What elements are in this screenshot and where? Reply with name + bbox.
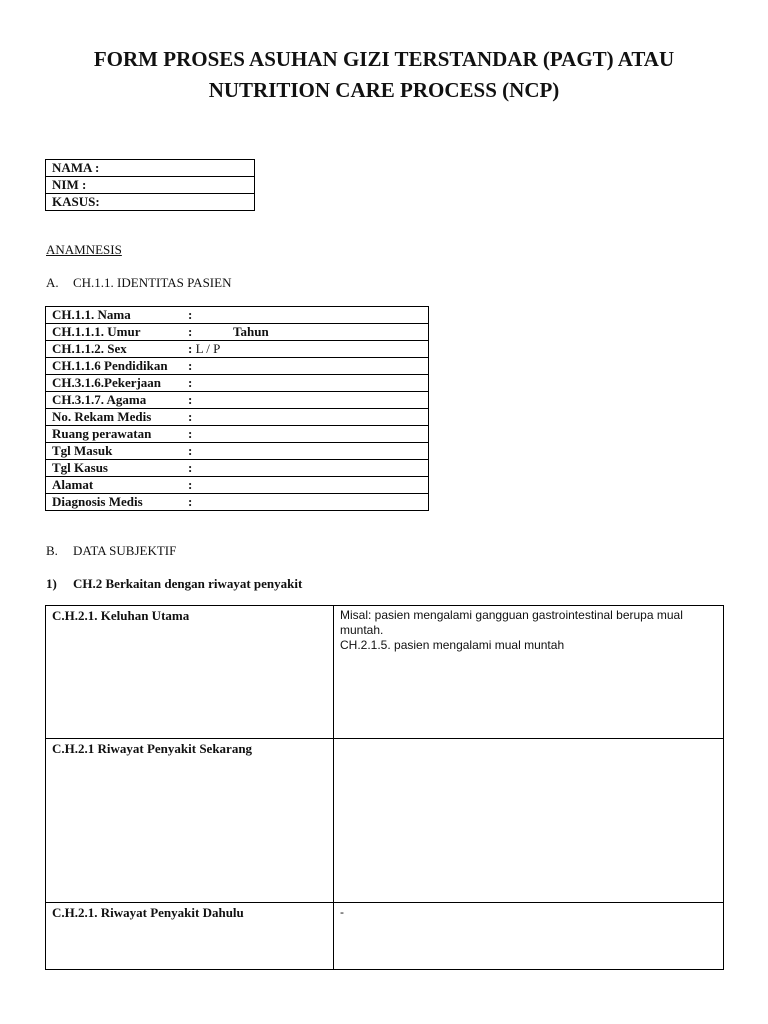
patient-field-colon: : bbox=[188, 392, 193, 407]
history-row-dahulu bbox=[46, 903, 724, 970]
patient-field-cell[interactable] bbox=[46, 477, 429, 494]
anamnesis-heading: ANAMNESIS bbox=[46, 242, 122, 257]
history-value-field[interactable] bbox=[334, 903, 724, 970]
patient-field-label: CH.1.1.6 Pendidikan bbox=[52, 358, 168, 373]
history-label: C.H.2.1 Riwayat Penyakit Sekarang bbox=[46, 739, 334, 903]
history-value-field[interactable] bbox=[334, 606, 724, 739]
medical-history-table bbox=[45, 605, 724, 970]
section-b-number: B. bbox=[46, 543, 58, 558]
patient-field-cell[interactable] bbox=[46, 409, 429, 426]
history-value-line: Misal: pasien mengalami gangguan gastrointestinal berupa mual muntah. bbox=[340, 608, 683, 637]
patient-field-label: Diagnosis Medis bbox=[52, 494, 143, 509]
section-a-heading bbox=[46, 275, 231, 291]
section-b-title: DATA SUBJEKTIF bbox=[73, 543, 177, 558]
patient-field-cell[interactable] bbox=[46, 494, 429, 511]
patient-field-row bbox=[46, 392, 429, 409]
identity-row bbox=[46, 160, 255, 177]
history-label: C.H.2.1. Riwayat Penyakit Dahulu bbox=[46, 903, 334, 970]
patient-field-row bbox=[46, 443, 429, 460]
patient-field-row bbox=[46, 494, 429, 511]
patient-field-row bbox=[46, 426, 429, 443]
form-title-line-2: NUTRITION CARE PROCESS (NCP) bbox=[208, 78, 560, 102]
patient-field-cell[interactable] bbox=[46, 341, 429, 358]
patient-field-cell[interactable] bbox=[46, 307, 429, 324]
patient-field-label: CH.1.1. Nama bbox=[52, 307, 131, 322]
patient-field-label: Alamat bbox=[52, 477, 94, 492]
patient-field-label: CH.3.1.7. Agama bbox=[52, 392, 147, 407]
subsection-1-heading bbox=[46, 576, 302, 592]
patient-field-colon: : bbox=[188, 494, 193, 509]
identity-row bbox=[46, 177, 255, 194]
form-title-line-1: FORM PROSES ASUHAN GIZI TERSTANDAR (PAGT) ATAU bbox=[93, 47, 675, 71]
patient-field-label: Ruang perawatan bbox=[52, 426, 152, 441]
identity-name-field[interactable]: NAMA : bbox=[46, 160, 255, 177]
history-row-keluhan bbox=[46, 606, 724, 739]
patient-field-label: Tgl Kasus bbox=[52, 460, 108, 475]
student-identity-box bbox=[45, 159, 255, 211]
patient-field-row bbox=[46, 358, 429, 375]
subsection-1-number: 1) bbox=[46, 576, 57, 591]
section-b-heading bbox=[46, 543, 176, 559]
identity-kasus-field[interactable]: KASUS: bbox=[46, 194, 255, 211]
patient-field-row bbox=[46, 409, 429, 426]
section-a-number: A. bbox=[46, 275, 59, 290]
patient-field-row bbox=[46, 460, 429, 477]
patient-field-cell[interactable] bbox=[46, 324, 429, 341]
history-row-sekarang bbox=[46, 739, 724, 903]
patient-field-colon: : bbox=[188, 409, 193, 424]
patient-field-label: Tgl Masuk bbox=[52, 443, 113, 458]
patient-field-row bbox=[46, 341, 429, 358]
patient-field-colon: : bbox=[188, 358, 193, 373]
patient-field-label: CH.3.1.6.Pekerjaan bbox=[52, 375, 162, 390]
patient-field-colon: : bbox=[188, 307, 193, 322]
identity-row bbox=[46, 194, 255, 211]
patient-identity-table bbox=[45, 306, 429, 511]
history-value-line: - bbox=[340, 905, 344, 919]
patient-field-cell[interactable] bbox=[46, 460, 429, 477]
patient-field-colon: : bbox=[188, 341, 193, 356]
patient-field-cell[interactable] bbox=[46, 375, 429, 392]
patient-field-row bbox=[46, 307, 429, 324]
patient-field-cell[interactable] bbox=[46, 392, 429, 409]
history-label: C.H.2.1. Keluhan Utama bbox=[46, 606, 334, 739]
history-value-line: CH.2.1.5. pasien mengalami mual muntah bbox=[340, 638, 565, 652]
patient-field-label: No. Rekam Medis bbox=[52, 409, 152, 424]
patient-field-colon: : bbox=[188, 460, 193, 475]
patient-field-label: CH.1.1.1. Umur bbox=[52, 324, 141, 339]
patient-field-cell[interactable] bbox=[46, 426, 429, 443]
patient-field-label: CH.1.1.2. Sex bbox=[52, 341, 127, 356]
patient-field-unit: Tahun bbox=[233, 324, 269, 339]
identity-nim-field[interactable]: NIM : bbox=[46, 177, 255, 194]
patient-field-cell[interactable] bbox=[46, 358, 429, 375]
patient-field-row bbox=[46, 324, 429, 341]
patient-field-colon: : bbox=[188, 443, 193, 458]
subsection-1-title: CH.2 Berkaitan dengan riwayat penyakit bbox=[73, 576, 303, 591]
patient-field-colon: : bbox=[188, 426, 193, 441]
patient-field-cell[interactable] bbox=[46, 443, 429, 460]
patient-field-row bbox=[46, 375, 429, 392]
patient-field-colon: : bbox=[188, 375, 193, 390]
form-title bbox=[0, 44, 768, 106]
patient-field-value: L / P bbox=[195, 341, 221, 356]
section-a-title: CH.1.1. IDENTITAS PASIEN bbox=[73, 275, 232, 290]
patient-field-colon: : bbox=[188, 477, 193, 492]
patient-field-row bbox=[46, 477, 429, 494]
patient-field-colon: : bbox=[188, 324, 193, 339]
history-value-field[interactable] bbox=[334, 739, 724, 903]
